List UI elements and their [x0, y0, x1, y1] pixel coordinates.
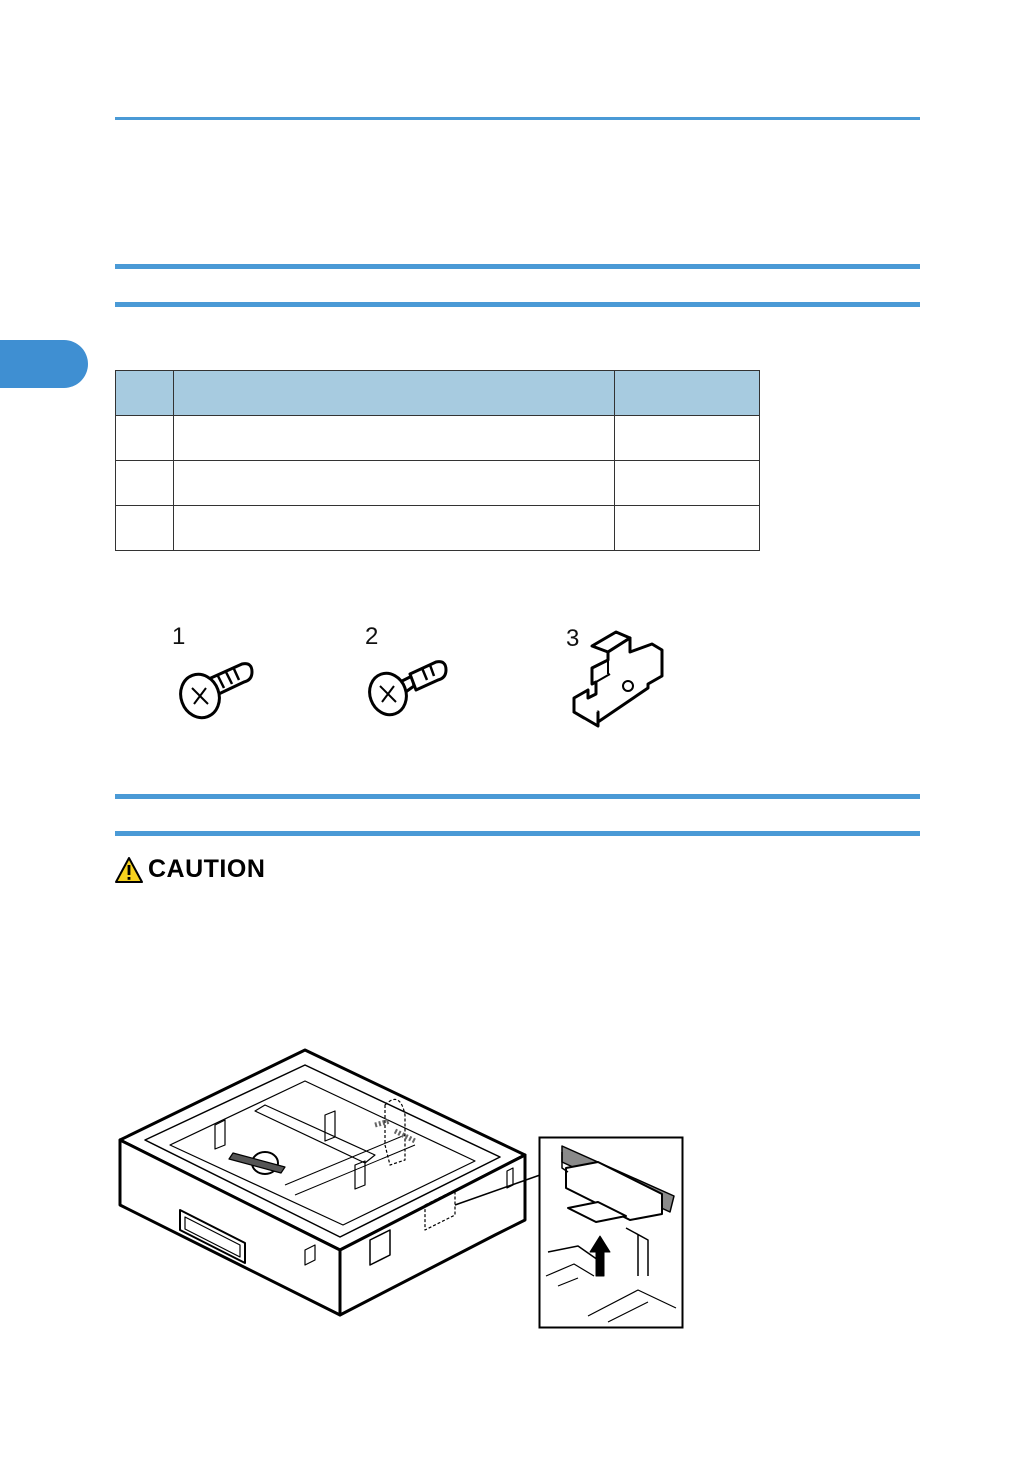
table-cell [116, 416, 174, 461]
accessory-table [115, 370, 760, 551]
table-row [116, 461, 760, 506]
screw-short-icon [366, 652, 456, 726]
table-cell [174, 461, 615, 506]
tape-removal-detail-icon [538, 1136, 684, 1329]
table-header-qty [615, 371, 760, 416]
caution-text: CAUTION [148, 855, 266, 883]
table-header-description [174, 371, 615, 416]
table-header-no [116, 371, 174, 416]
bracket-icon [570, 628, 666, 730]
warning-triangle-icon [114, 856, 144, 884]
screw-long-icon [172, 652, 262, 726]
section-rule-top-2 [115, 794, 920, 799]
table-cell [615, 506, 760, 551]
part-number-2: 2 [365, 623, 379, 650]
table-cell [116, 461, 174, 506]
section-rule-bottom-2 [115, 831, 920, 836]
table-row [116, 506, 760, 551]
table-cell [615, 461, 760, 506]
section-rule-top [115, 264, 920, 269]
part-number-3: 3 [566, 625, 580, 652]
caution-label [114, 855, 265, 884]
table-cell [116, 506, 174, 551]
table-cell [174, 416, 615, 461]
header-rule [115, 117, 920, 120]
chapter-tab [0, 340, 88, 388]
table-header-row [116, 371, 760, 416]
section-rule-bottom [115, 302, 920, 307]
table-cell [174, 506, 615, 551]
paper-tray-unit-icon [115, 1045, 535, 1320]
table-row [116, 416, 760, 461]
part-number-1: 1 [172, 623, 186, 650]
table-cell [615, 416, 760, 461]
